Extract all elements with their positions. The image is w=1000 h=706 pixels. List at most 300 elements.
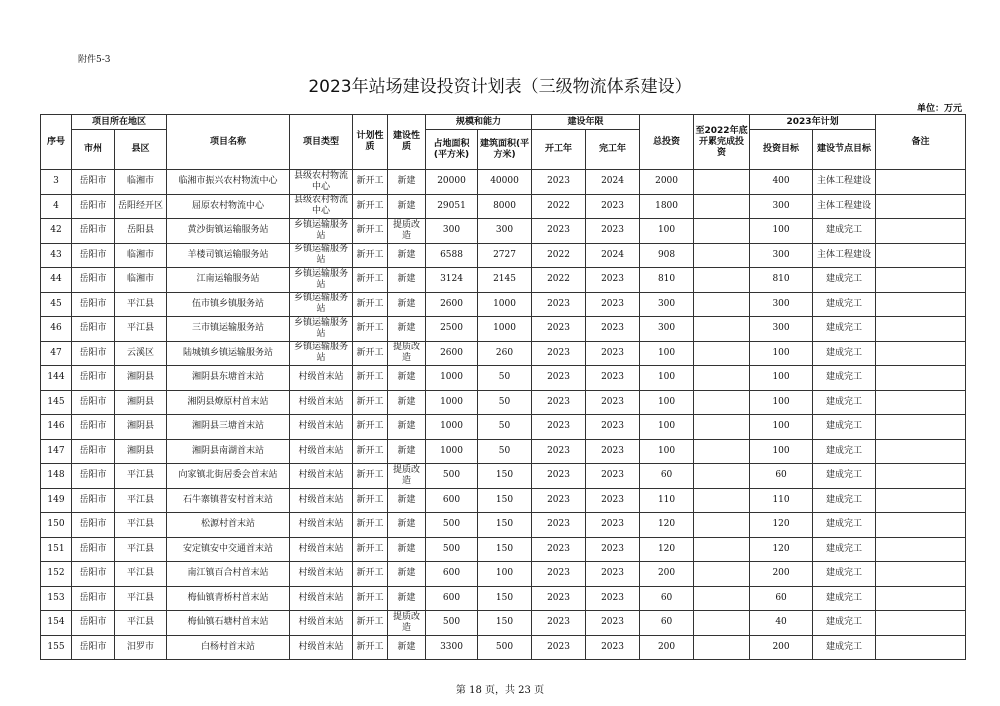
cell-name: 白杨村首末站 bbox=[167, 635, 290, 660]
cell-county: 临湘市 bbox=[115, 243, 167, 268]
cell-total: 120 bbox=[640, 513, 694, 538]
cell-city: 岳阳市 bbox=[72, 243, 115, 268]
page-title: 2023年站场建设投资计划表（三级物流体系建设） bbox=[308, 77, 692, 97]
cell-end: 2024 bbox=[586, 243, 640, 268]
cell-remark bbox=[876, 194, 966, 219]
cell-county: 云溪区 bbox=[115, 341, 167, 366]
cell-city: 岳阳市 bbox=[72, 341, 115, 366]
cell-total: 2000 bbox=[640, 170, 694, 195]
table-row bbox=[41, 170, 966, 195]
cell-invest: 200 bbox=[750, 635, 813, 660]
cell-end: 2024 bbox=[586, 170, 640, 195]
cell-floor: 150 bbox=[478, 611, 532, 636]
cell-start: 2023 bbox=[532, 292, 586, 317]
cell-node: 建成完工 bbox=[813, 635, 876, 660]
cell-type: 村级首末站 bbox=[290, 611, 353, 636]
table-row bbox=[41, 366, 966, 391]
cell-nature: 新建 bbox=[388, 170, 426, 195]
cell-start: 2023 bbox=[532, 317, 586, 342]
cell-nature: 新建 bbox=[388, 194, 426, 219]
cell-city: 岳阳市 bbox=[72, 194, 115, 219]
header-done-2022: 至2022年底开累完成投资 bbox=[694, 115, 750, 170]
cell-remark bbox=[876, 415, 966, 440]
cell-land: 500 bbox=[426, 464, 478, 489]
cell-done bbox=[694, 586, 750, 611]
cell-plan: 新开工 bbox=[353, 194, 388, 219]
cell-name: 伍市镇乡镇服务站 bbox=[167, 292, 290, 317]
header-floor-area: 建筑面积(平方米) bbox=[478, 130, 532, 170]
cell-remark bbox=[876, 341, 966, 366]
cell-remark bbox=[876, 292, 966, 317]
cell-seq: 152 bbox=[41, 562, 72, 587]
cell-end: 2023 bbox=[586, 366, 640, 391]
cell-floor: 2727 bbox=[478, 243, 532, 268]
cell-end: 2023 bbox=[586, 219, 640, 244]
cell-node: 建成完工 bbox=[813, 219, 876, 244]
cell-remark bbox=[876, 586, 966, 611]
cell-start: 2023 bbox=[532, 586, 586, 611]
cell-total: 1800 bbox=[640, 194, 694, 219]
header-total: 总投资 bbox=[640, 115, 694, 170]
cell-remark bbox=[876, 611, 966, 636]
cell-floor: 300 bbox=[478, 219, 532, 244]
cell-done bbox=[694, 219, 750, 244]
cell-name: 湘阴县南湖首末站 bbox=[167, 439, 290, 464]
cell-floor: 150 bbox=[478, 488, 532, 513]
cell-end: 2023 bbox=[586, 464, 640, 489]
cell-invest: 300 bbox=[750, 194, 813, 219]
cell-floor: 150 bbox=[478, 537, 532, 562]
cell-total: 100 bbox=[640, 219, 694, 244]
cell-nature: 新建 bbox=[388, 635, 426, 660]
cell-invest: 400 bbox=[750, 170, 813, 195]
header-seq: 序号 bbox=[41, 115, 72, 170]
cell-nature: 提质改造 bbox=[388, 464, 426, 489]
cell-start: 2023 bbox=[532, 366, 586, 391]
cell-name: 向家镇北街居委会首末站 bbox=[167, 464, 290, 489]
cell-remark bbox=[876, 635, 966, 660]
cell-land: 1000 bbox=[426, 366, 478, 391]
cell-seq: 155 bbox=[41, 635, 72, 660]
cell-floor: 260 bbox=[478, 341, 532, 366]
cell-land: 1000 bbox=[426, 439, 478, 464]
cell-city: 岳阳市 bbox=[72, 317, 115, 342]
cell-done bbox=[694, 635, 750, 660]
cell-start: 2023 bbox=[532, 390, 586, 415]
cell-city: 岳阳市 bbox=[72, 562, 115, 587]
cell-end: 2023 bbox=[586, 268, 640, 293]
cell-floor: 40000 bbox=[478, 170, 532, 195]
cell-city: 岳阳市 bbox=[72, 537, 115, 562]
cell-nature: 新建 bbox=[388, 415, 426, 440]
cell-name: 湘阴县东塘首末站 bbox=[167, 366, 290, 391]
cell-land: 6588 bbox=[426, 243, 478, 268]
cell-start: 2023 bbox=[532, 415, 586, 440]
cell-total: 60 bbox=[640, 586, 694, 611]
table-row bbox=[41, 219, 966, 244]
cell-remark bbox=[876, 439, 966, 464]
cell-done bbox=[694, 488, 750, 513]
cell-land: 500 bbox=[426, 537, 478, 562]
cell-remark bbox=[876, 488, 966, 513]
cell-county: 临湘市 bbox=[115, 268, 167, 293]
cell-type: 乡镇运输服务站 bbox=[290, 268, 353, 293]
cell-start: 2022 bbox=[532, 268, 586, 293]
cell-invest: 300 bbox=[750, 292, 813, 317]
cell-name: 松源村首末站 bbox=[167, 513, 290, 538]
cell-seq: 43 bbox=[41, 243, 72, 268]
header-county: 县区 bbox=[115, 130, 167, 170]
cell-plan: 新开工 bbox=[353, 464, 388, 489]
cell-county: 湘阴县 bbox=[115, 415, 167, 440]
cell-name: 临湘市振兴农村物流中心 bbox=[167, 170, 290, 195]
cell-city: 岳阳市 bbox=[72, 439, 115, 464]
cell-land: 20000 bbox=[426, 170, 478, 195]
cell-land: 3124 bbox=[426, 268, 478, 293]
cell-type: 县级农村物流中心 bbox=[290, 170, 353, 195]
table-row bbox=[41, 243, 966, 268]
cell-start: 2022 bbox=[532, 194, 586, 219]
cell-node: 建成完工 bbox=[813, 537, 876, 562]
cell-city: 岳阳市 bbox=[72, 464, 115, 489]
cell-end: 2023 bbox=[586, 562, 640, 587]
table-row bbox=[41, 439, 966, 464]
cell-plan: 新开工 bbox=[353, 513, 388, 538]
cell-city: 岳阳市 bbox=[72, 635, 115, 660]
table-row bbox=[41, 488, 966, 513]
cell-county: 汨罗市 bbox=[115, 635, 167, 660]
cell-node: 建成完工 bbox=[813, 341, 876, 366]
header-node-target: 建设节点目标 bbox=[813, 130, 876, 170]
header-type: 项目类型 bbox=[290, 115, 353, 170]
cell-done bbox=[694, 537, 750, 562]
cell-floor: 50 bbox=[478, 390, 532, 415]
cell-nature: 新建 bbox=[388, 586, 426, 611]
cell-invest: 100 bbox=[750, 439, 813, 464]
cell-plan: 新开工 bbox=[353, 415, 388, 440]
cell-name: 石牛寨镇普安村首末站 bbox=[167, 488, 290, 513]
cell-nature: 新建 bbox=[388, 390, 426, 415]
cell-remark bbox=[876, 170, 966, 195]
cell-floor: 50 bbox=[478, 366, 532, 391]
cell-floor: 150 bbox=[478, 464, 532, 489]
cell-name: 湘阴县三塘首末站 bbox=[167, 415, 290, 440]
cell-plan: 新开工 bbox=[353, 390, 388, 415]
cell-invest: 60 bbox=[750, 586, 813, 611]
cell-total: 100 bbox=[640, 341, 694, 366]
header-land-area: 占地面积(平方米) bbox=[426, 130, 478, 170]
cell-type: 村级首末站 bbox=[290, 464, 353, 489]
cell-done bbox=[694, 268, 750, 293]
cell-name: 陆城镇乡镇运输服务站 bbox=[167, 341, 290, 366]
cell-land: 600 bbox=[426, 488, 478, 513]
cell-county: 平江县 bbox=[115, 513, 167, 538]
cell-county: 湘阴县 bbox=[115, 366, 167, 391]
cell-name: 三市镇运输服务站 bbox=[167, 317, 290, 342]
table-row bbox=[41, 513, 966, 538]
cell-county: 平江县 bbox=[115, 464, 167, 489]
cell-start: 2023 bbox=[532, 341, 586, 366]
table-row bbox=[41, 464, 966, 489]
cell-node: 建成完工 bbox=[813, 415, 876, 440]
cell-remark bbox=[876, 513, 966, 538]
table-row bbox=[41, 562, 966, 587]
table-row bbox=[41, 390, 966, 415]
cell-county: 岳阳经开区 bbox=[115, 194, 167, 219]
cell-total: 908 bbox=[640, 243, 694, 268]
cell-plan: 新开工 bbox=[353, 635, 388, 660]
cell-county: 平江县 bbox=[115, 317, 167, 342]
cell-type: 村级首末站 bbox=[290, 513, 353, 538]
cell-start: 2023 bbox=[532, 635, 586, 660]
cell-seq: 42 bbox=[41, 219, 72, 244]
cell-node: 主体工程建设 bbox=[813, 243, 876, 268]
cell-plan: 新开工 bbox=[353, 366, 388, 391]
cell-node: 建成完工 bbox=[813, 611, 876, 636]
cell-land: 1000 bbox=[426, 390, 478, 415]
cell-city: 岳阳市 bbox=[72, 488, 115, 513]
cell-remark bbox=[876, 268, 966, 293]
cell-remark bbox=[876, 317, 966, 342]
cell-floor: 2145 bbox=[478, 268, 532, 293]
cell-county: 平江县 bbox=[115, 611, 167, 636]
cell-city: 岳阳市 bbox=[72, 390, 115, 415]
cell-name: 安定镇安中交通首末站 bbox=[167, 537, 290, 562]
cell-remark bbox=[876, 464, 966, 489]
cell-land: 600 bbox=[426, 586, 478, 611]
cell-land: 29051 bbox=[426, 194, 478, 219]
cell-nature: 新建 bbox=[388, 562, 426, 587]
cell-land: 2500 bbox=[426, 317, 478, 342]
page-footer: 第 18 页，共 23 页 bbox=[455, 685, 545, 696]
cell-plan: 新开工 bbox=[353, 439, 388, 464]
cell-floor: 500 bbox=[478, 635, 532, 660]
cell-seq: 154 bbox=[41, 611, 72, 636]
cell-remark bbox=[876, 390, 966, 415]
cell-land: 1000 bbox=[426, 415, 478, 440]
cell-seq: 153 bbox=[41, 586, 72, 611]
cell-nature: 新建 bbox=[388, 243, 426, 268]
unit-label: 单位：万元 bbox=[916, 104, 962, 114]
cell-start: 2022 bbox=[532, 243, 586, 268]
cell-seq: 149 bbox=[41, 488, 72, 513]
cell-county: 平江县 bbox=[115, 537, 167, 562]
cell-name: 梅仙镇石塘村首末站 bbox=[167, 611, 290, 636]
cell-seq: 146 bbox=[41, 415, 72, 440]
table-row bbox=[41, 415, 966, 440]
cell-county: 岳阳县 bbox=[115, 219, 167, 244]
cell-node: 建成完工 bbox=[813, 366, 876, 391]
cell-type: 村级首末站 bbox=[290, 439, 353, 464]
cell-end: 2023 bbox=[586, 611, 640, 636]
cell-invest: 110 bbox=[750, 488, 813, 513]
cell-remark bbox=[876, 243, 966, 268]
cell-node: 建成完工 bbox=[813, 464, 876, 489]
cell-county: 平江县 bbox=[115, 586, 167, 611]
cell-land: 600 bbox=[426, 562, 478, 587]
cell-invest: 40 bbox=[750, 611, 813, 636]
cell-name: 江南运输服务站 bbox=[167, 268, 290, 293]
cell-type: 乡镇运输服务站 bbox=[290, 219, 353, 244]
cell-start: 2023 bbox=[532, 439, 586, 464]
cell-remark bbox=[876, 537, 966, 562]
cell-invest: 100 bbox=[750, 390, 813, 415]
cell-total: 100 bbox=[640, 439, 694, 464]
cell-nature: 提质改造 bbox=[388, 219, 426, 244]
cell-plan: 新开工 bbox=[353, 562, 388, 587]
cell-end: 2023 bbox=[586, 537, 640, 562]
cell-county: 平江县 bbox=[115, 488, 167, 513]
cell-invest: 100 bbox=[750, 366, 813, 391]
cell-node: 建成完工 bbox=[813, 317, 876, 342]
cell-nature: 新建 bbox=[388, 537, 426, 562]
cell-city: 岳阳市 bbox=[72, 586, 115, 611]
cell-node: 建成完工 bbox=[813, 268, 876, 293]
table-row bbox=[41, 611, 966, 636]
cell-end: 2023 bbox=[586, 341, 640, 366]
cell-plan: 新开工 bbox=[353, 488, 388, 513]
cell-county: 平江县 bbox=[115, 562, 167, 587]
table-row bbox=[41, 292, 966, 317]
cell-invest: 200 bbox=[750, 562, 813, 587]
cell-seq: 3 bbox=[41, 170, 72, 195]
cell-total: 120 bbox=[640, 537, 694, 562]
cell-city: 岳阳市 bbox=[72, 292, 115, 317]
cell-plan: 新开工 bbox=[353, 219, 388, 244]
cell-nature: 新建 bbox=[388, 513, 426, 538]
cell-land: 500 bbox=[426, 611, 478, 636]
cell-done bbox=[694, 292, 750, 317]
cell-nature: 提质改造 bbox=[388, 611, 426, 636]
cell-city: 岳阳市 bbox=[72, 170, 115, 195]
cell-end: 2023 bbox=[586, 635, 640, 660]
cell-plan: 新开工 bbox=[353, 268, 388, 293]
cell-end: 2023 bbox=[586, 513, 640, 538]
header-plan-2023: 2023年计划 bbox=[750, 115, 876, 130]
cell-start: 2023 bbox=[532, 513, 586, 538]
investment-plan-table bbox=[40, 114, 966, 660]
cell-floor: 50 bbox=[478, 415, 532, 440]
cell-floor: 1000 bbox=[478, 317, 532, 342]
cell-start: 2023 bbox=[532, 488, 586, 513]
cell-type: 县级农村物流中心 bbox=[290, 194, 353, 219]
cell-land: 2600 bbox=[426, 292, 478, 317]
cell-total: 60 bbox=[640, 611, 694, 636]
cell-land: 500 bbox=[426, 513, 478, 538]
table-row bbox=[41, 635, 966, 660]
cell-nature: 新建 bbox=[388, 439, 426, 464]
cell-type: 乡镇运输服务站 bbox=[290, 292, 353, 317]
cell-floor: 1000 bbox=[478, 292, 532, 317]
cell-end: 2023 bbox=[586, 586, 640, 611]
cell-invest: 300 bbox=[750, 243, 813, 268]
cell-invest: 60 bbox=[750, 464, 813, 489]
header-name: 项目名称 bbox=[167, 115, 290, 170]
cell-invest: 100 bbox=[750, 219, 813, 244]
cell-start: 2023 bbox=[532, 537, 586, 562]
cell-invest: 300 bbox=[750, 317, 813, 342]
cell-invest: 100 bbox=[750, 341, 813, 366]
cell-city: 岳阳市 bbox=[72, 268, 115, 293]
cell-node: 建成完工 bbox=[813, 513, 876, 538]
cell-done bbox=[694, 611, 750, 636]
cell-floor: 50 bbox=[478, 439, 532, 464]
cell-done bbox=[694, 513, 750, 538]
cell-node: 主体工程建设 bbox=[813, 170, 876, 195]
cell-done bbox=[694, 439, 750, 464]
table-row bbox=[41, 317, 966, 342]
cell-type: 村级首末站 bbox=[290, 635, 353, 660]
cell-total: 300 bbox=[640, 292, 694, 317]
cell-type: 村级首末站 bbox=[290, 562, 353, 587]
cell-node: 建成完工 bbox=[813, 390, 876, 415]
cell-done bbox=[694, 464, 750, 489]
cell-done bbox=[694, 415, 750, 440]
cell-invest: 100 bbox=[750, 415, 813, 440]
cell-county: 湘阴县 bbox=[115, 439, 167, 464]
cell-type: 村级首末站 bbox=[290, 537, 353, 562]
cell-city: 岳阳市 bbox=[72, 513, 115, 538]
cell-end: 2023 bbox=[586, 390, 640, 415]
header-build-nature: 建设性质 bbox=[388, 115, 426, 170]
cell-city: 岳阳市 bbox=[72, 611, 115, 636]
cell-total: 60 bbox=[640, 464, 694, 489]
cell-done bbox=[694, 317, 750, 342]
cell-plan: 新开工 bbox=[353, 611, 388, 636]
header-years: 建设年限 bbox=[532, 115, 640, 130]
cell-type: 村级首末站 bbox=[290, 366, 353, 391]
cell-name: 南江镇百合村首末站 bbox=[167, 562, 290, 587]
cell-end: 2023 bbox=[586, 317, 640, 342]
cell-end: 2023 bbox=[586, 488, 640, 513]
header-scale: 规模和能力 bbox=[426, 115, 532, 130]
cell-total: 110 bbox=[640, 488, 694, 513]
cell-start: 2023 bbox=[532, 464, 586, 489]
cell-type: 乡镇运输服务站 bbox=[290, 341, 353, 366]
cell-county: 平江县 bbox=[115, 292, 167, 317]
table-row bbox=[41, 268, 966, 293]
cell-land: 2600 bbox=[426, 341, 478, 366]
cell-end: 2023 bbox=[586, 194, 640, 219]
cell-total: 100 bbox=[640, 415, 694, 440]
cell-start: 2023 bbox=[532, 611, 586, 636]
cell-plan: 新开工 bbox=[353, 537, 388, 562]
cell-type: 村级首末站 bbox=[290, 488, 353, 513]
cell-total: 300 bbox=[640, 317, 694, 342]
cell-type: 乡镇运输服务站 bbox=[290, 243, 353, 268]
cell-seq: 46 bbox=[41, 317, 72, 342]
cell-done bbox=[694, 390, 750, 415]
cell-done bbox=[694, 341, 750, 366]
cell-node: 建成完工 bbox=[813, 439, 876, 464]
cell-invest: 810 bbox=[750, 268, 813, 293]
cell-county: 临湘市 bbox=[115, 170, 167, 195]
cell-total: 100 bbox=[640, 390, 694, 415]
cell-city: 岳阳市 bbox=[72, 219, 115, 244]
cell-start: 2023 bbox=[532, 170, 586, 195]
cell-node: 建成完工 bbox=[813, 586, 876, 611]
cell-plan: 新开工 bbox=[353, 170, 388, 195]
cell-node: 主体工程建设 bbox=[813, 194, 876, 219]
cell-name: 黄沙街镇运输服务站 bbox=[167, 219, 290, 244]
cell-seq: 4 bbox=[41, 194, 72, 219]
cell-done bbox=[694, 366, 750, 391]
cell-total: 810 bbox=[640, 268, 694, 293]
table-row bbox=[41, 341, 966, 366]
cell-land: 3300 bbox=[426, 635, 478, 660]
cell-seq: 150 bbox=[41, 513, 72, 538]
cell-remark bbox=[876, 366, 966, 391]
